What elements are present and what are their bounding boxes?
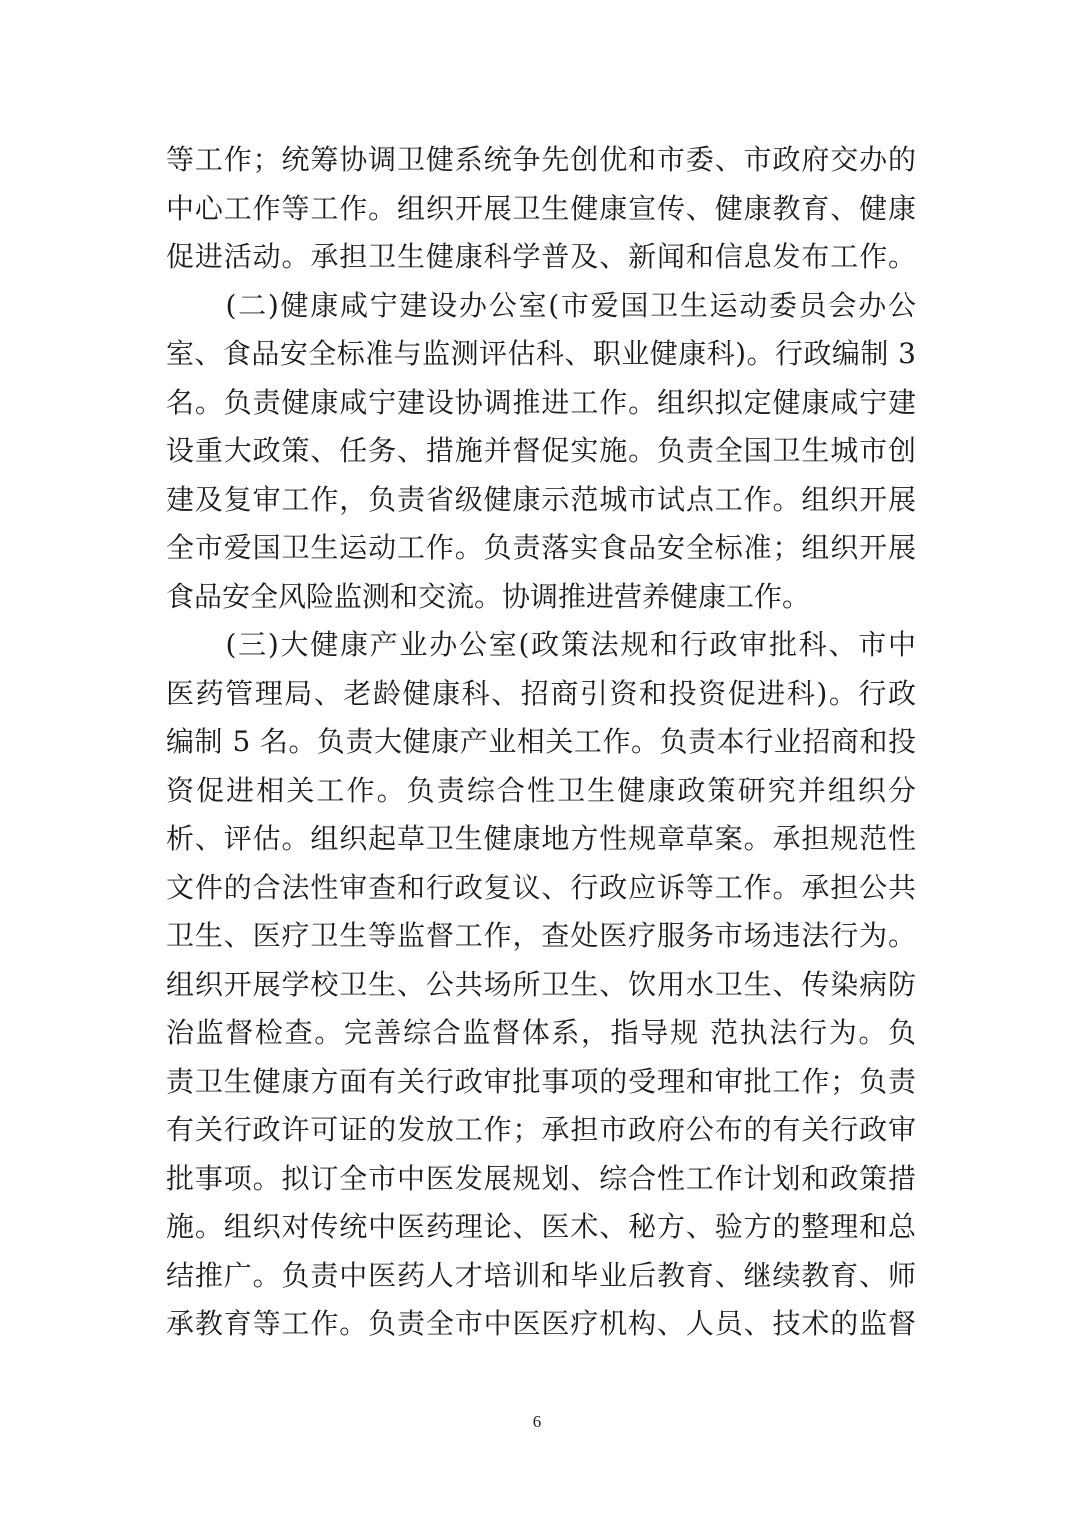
text-line: 设重大政策、任务、措施并督促实施。负责全国卫生城市创	[166, 434, 916, 467]
page-number: 6	[532, 1412, 542, 1431]
text-line: 中心工作等工作。组织开展卫生健康宣传、健康教育、健康	[166, 191, 916, 225]
text-line: 建及复审工作，负责省级健康示范城市试点工作。组织开展	[166, 482, 916, 516]
text-line: 施。组织对传统中医药理论、医术、秘方、验方的整理和总	[166, 1210, 916, 1243]
text-line: 批事项。拟订全市中医发展规划、综合性工作计划和政策措	[166, 1161, 916, 1195]
text-line: 食品安全风险监测和交流。协调推进营养健康工作。	[166, 579, 811, 613]
text-line: 卫生、医疗卫生等监督工作，查处医疗服务市场违法行为。	[166, 919, 916, 952]
text-line: 等工作；统筹协调卫健系统争先创优和市委、市政府交办的	[166, 143, 916, 176]
text-line: (二)健康咸宁建设办公室(市爱国卫生运动委员会办公	[166, 288, 916, 322]
text-line: 治监督检查。完善综合监督体系，指导规 范执法行为。负	[166, 1016, 916, 1049]
text-line: 组织开展学校卫生、公共场所卫生、饮用水卫生、传染病防	[166, 967, 916, 1001]
text-line: 结推广。负责中医药人才培训和毕业后教育、继续教育、师	[166, 1258, 916, 1292]
text-line: 促进活动。承担卫生健康科学普及、新闻和信息发布工作。	[166, 240, 916, 273]
body-text	[166, 136, 916, 1349]
text-line: 有关行政许可证的发放工作；承担市政府公布的有关行政审	[166, 1113, 916, 1146]
text-line: 析、评估。组织起草卫生健康地方性规章草案。承担规范性	[166, 822, 916, 855]
text-line: 室、食品安全标准与监测评估科、职业健康科)。行政编制 3	[166, 337, 916, 370]
text-line: 医药管理局、老龄健康科、招商引资和投资促进科)。行政	[166, 676, 916, 710]
text-line: 全市爱国卫生运动工作。负责落实食品安全标准；组织开展	[166, 531, 916, 564]
text-line: 名。负责健康咸宁建设协调推进工作。组织拟定健康咸宁建	[166, 385, 916, 419]
text-line: (三)大健康产业办公室(政策法规和行政审批科、市中	[166, 628, 916, 661]
text-line: 编制 5 名。负责大健康产业相关工作。负责本行业招商和投	[166, 725, 916, 758]
text-line: 责卫生健康方面有关行政审批事项的受理和审批工作；负责	[166, 1064, 916, 1098]
text-line: 资促进相关工作。负责综合性卫生健康政策研究并组织分	[166, 773, 916, 807]
text-line: 承教育等工作。负责全市中医医疗机构、人员、技术的监督	[166, 1307, 916, 1340]
text-line: 文件的合法性审查和行政复议、行政应诉等工作。承担公共	[166, 870, 916, 904]
